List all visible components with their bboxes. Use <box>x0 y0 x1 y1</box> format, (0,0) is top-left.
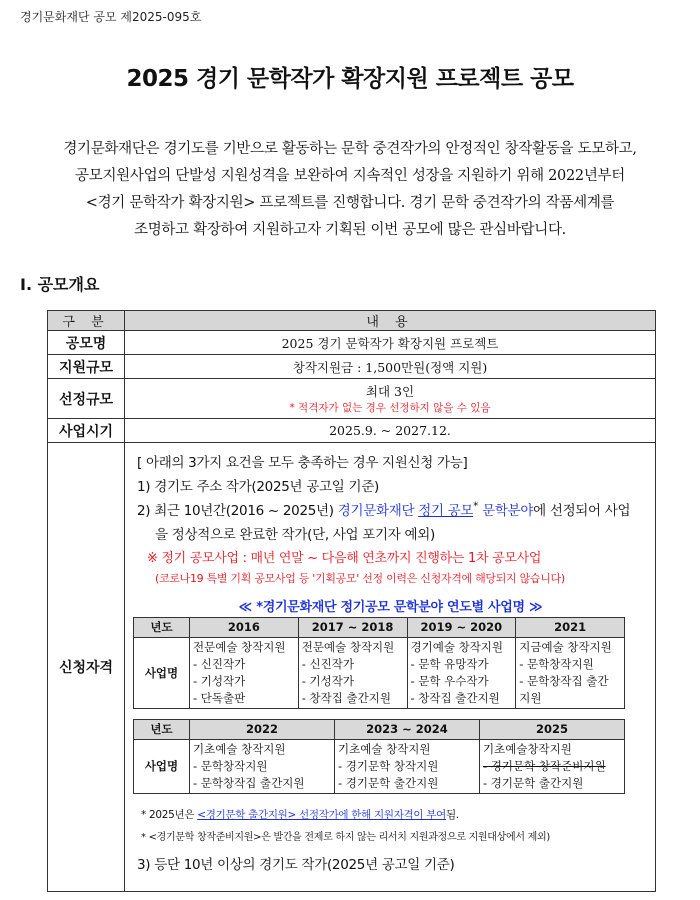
program-line: - 신진작가 <box>301 657 354 671</box>
intro-line: 조명하고 확장하여 지원하고자 기획된 이번 공모에 많은 관심바랍니다. <box>134 222 566 238</box>
program-line: - 문학창작집 출간지원 <box>193 776 305 790</box>
year-cell: 2017 ~ 2018 <box>298 618 407 638</box>
row-value: 2025 경기 문학작가 확장지원 프로젝트 <box>125 331 656 355</box>
year-cell: 2023 ~ 2024 <box>335 720 480 740</box>
program-line: 경기예술 창작지원 <box>410 640 504 654</box>
program-cell <box>407 638 516 709</box>
year-cell: 2021 <box>516 618 625 638</box>
eligibility-intro: [ 아래의 3가지 요건을 모두 충족하는 경우 지원신청 가능] <box>137 455 468 471</box>
program-line: - 단독출판 <box>193 691 246 705</box>
program-cell <box>480 740 625 794</box>
program-line: - 문학창작집 출간 <box>519 674 609 688</box>
footnote-1-prefix: * 2025년은 <box>141 809 198 821</box>
footnote-1-highlight: <경기문학 출간지원> 선정작가에 한해 지원자격이 부여 <box>197 809 446 821</box>
intro-line: 공모지원사업의 단발성 지원성격을 보완하여 지속적인 성장을 지원하기 위해 2022년부터 <box>75 168 625 184</box>
program-line: 기초예술창작지원 <box>483 742 572 756</box>
req2-literature: 문학분야 <box>478 503 534 519</box>
regular-contest-note: ※ 정기 공모사업 : 매년 연말 ~ 다음해 연초까지 진행하는 1차 공모사업 <box>147 551 542 566</box>
footnote-2: * <경기문학 창작준비지원>은 발간을 전제로 하지 않는 리서치 지원과정으로 지원대상에서 제외) <box>141 832 550 843</box>
program-line: 기초예술 창작지원 <box>193 742 286 756</box>
requirement-2 <box>137 499 630 519</box>
footnote-1 <box>141 807 459 822</box>
requirement-3: 3) 등단 10년 이상의 경기도 작가(2025년 공고일 기준) <box>137 857 455 873</box>
requirement-2-line2: 을 정상적으로 완료한 작가(단, 사업 포기자 예외) <box>155 527 435 543</box>
year-cell: 2016 <box>190 618 299 638</box>
table-header-row <box>48 311 656 331</box>
req2-text: 2) 최근 10년간(2016 ~ 2025년) <box>137 503 338 519</box>
row-label: 지원규모 <box>48 355 125 379</box>
program-cell <box>190 740 335 794</box>
program-row <box>134 638 625 709</box>
row-label: 사업시기 <box>48 419 125 443</box>
req2-foundation: 경기문화재단 <box>337 503 419 519</box>
program-row <box>134 740 625 794</box>
req2-text-end: 에 선정되어 사업 <box>533 503 631 519</box>
year-label: 년도 <box>134 720 190 740</box>
program-label: 사업명 <box>134 740 190 794</box>
program-line: - 문학창작지원 <box>193 759 268 773</box>
intro-line: <경기 문학작가 확장지원> 프로젝트를 진행합니다. 경기 문학 중견작가의 작품세계를 <box>85 195 615 211</box>
table-row <box>48 331 656 355</box>
program-table-2016-2021 <box>133 617 625 709</box>
program-line: - 창작집 출간지원 <box>410 691 500 705</box>
covid-note: (코로나19 특별 기획 공모사업 등 '기획공모' 선정 이력은 신청자격에 해당되지 않습니다) <box>155 572 565 585</box>
table-row <box>48 379 656 419</box>
program-label: 사업명 <box>134 638 190 709</box>
program-cell <box>298 638 407 709</box>
program-line: - 문학 유망작가 <box>410 657 489 671</box>
row-value: 2025.9. ~ 2027.12. <box>125 419 656 443</box>
intro-paragraph <box>20 136 680 244</box>
year-row <box>134 618 625 638</box>
program-line: - 창작집 출간지원 <box>301 691 391 705</box>
program-cell <box>335 740 480 794</box>
program-line: - 경기문학 창작지원 <box>338 759 439 773</box>
req2-asterisk: * <box>473 500 479 513</box>
program-table-title: ≪ *경기문화재단 정기공모 문학분야 연도별 사업명 ≫ <box>238 600 543 615</box>
program-line: - 기성작가 <box>301 674 354 688</box>
year-row <box>134 720 625 740</box>
program-line: 지금예술 창작지원 <box>519 640 612 654</box>
row-label: 신청자격 <box>48 443 125 892</box>
footnote-1-suffix: 됨. <box>445 809 459 821</box>
program-line: 전문예술 창작지원 <box>193 640 286 654</box>
row-label: 선정규모 <box>48 379 125 419</box>
header-content: 내 용 <box>125 311 656 331</box>
section-heading: Ⅰ. 공모개요 <box>20 275 100 294</box>
program-line: - 문학창작지원 <box>519 657 594 671</box>
year-cell: 2025 <box>480 720 625 740</box>
program-line: 지원 <box>519 691 542 705</box>
program-line: - 경기문학 출간지원 <box>338 776 439 790</box>
program-line: - 경기문학 출간지원 <box>483 776 584 790</box>
row-label: 공모명 <box>48 331 125 355</box>
program-line: - 기성작가 <box>193 674 246 688</box>
program-line: - 신진작가 <box>193 657 246 671</box>
program-cell <box>516 638 625 709</box>
header-category: 구 분 <box>48 311 125 331</box>
overview-table <box>47 310 656 892</box>
program-line-struck: - 경기문학 창작준비지원 <box>483 759 606 773</box>
table-row-eligibility <box>48 443 656 892</box>
intro-line: 경기문화재단은 경기도를 기반으로 활동하는 문학 중견작가의 안정적인 창작활동을 도모하고, <box>63 141 637 157</box>
req2-regular-contest: 정기 공모 <box>418 503 474 519</box>
requirement-1: 1) 경기도 주소 작가(2025년 공고일 기준) <box>137 479 379 495</box>
year-cell: 2022 <box>190 720 335 740</box>
selection-note: * 적격자가 없는 경우 선정하지 않을 수 있음 <box>289 402 491 414</box>
program-line: 전문예술 창작지원 <box>301 640 395 654</box>
year-label: 년도 <box>134 618 190 638</box>
table-row <box>48 419 656 443</box>
program-cell <box>190 638 299 709</box>
document-number: 경기문화재단 공모 제2025-095호 <box>20 10 202 24</box>
program-line: - 문학 우수작가 <box>410 674 489 688</box>
page-title: 2025 경기 문학작가 확장지원 프로젝트 공모 <box>126 66 574 92</box>
eligibility-cell <box>125 443 656 892</box>
row-value: 창작지원금 : 1,500만원(정액 지원) <box>125 355 656 379</box>
row-value-cell <box>125 379 656 419</box>
program-table-2022-2025 <box>133 719 625 794</box>
table-row <box>48 355 656 379</box>
program-line: 기초예술 창작지원 <box>338 742 431 756</box>
year-cell: 2019 ~ 2020 <box>407 618 516 638</box>
row-value: 최대 3인 <box>365 384 415 399</box>
